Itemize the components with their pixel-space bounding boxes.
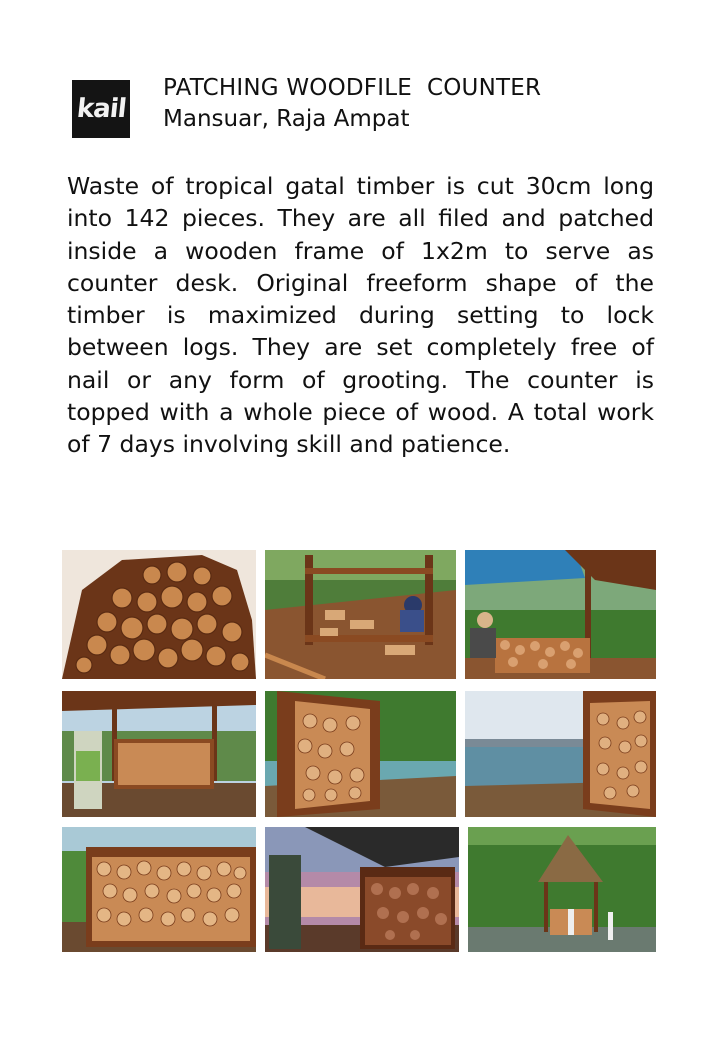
counter-side-lagoon-photo: [265, 691, 456, 817]
description-text: Waste of tropical gatal timber is cut 30cm long into 142 pieces. They are all filed and patched inside a wooden frame of 1x2m to serve as counter desk. Original freeform shape of the timber is maximized during setting to lock between logs. They are set completely free of nail or any form of grooting. The counter is topped with a whole piece of wood. A total work of 7 days involving skill and patience.: [67, 172, 654, 459]
finished-counter-front-photo: [62, 827, 256, 952]
logo-text: kail: [75, 94, 127, 124]
pavilion-counter-photo: [62, 691, 256, 817]
worker-filling-frame-photo: [465, 550, 656, 679]
frame-construction-photo: [265, 550, 456, 679]
kail-logo: [72, 80, 130, 138]
gazebo-counter-photo: [468, 827, 656, 952]
page-title: PATCHING WOODFILE COUNTER: [163, 75, 542, 101]
counter-sunset-photo: [265, 827, 459, 952]
location-subtitle: Mansuar, Raja Ampat: [163, 106, 410, 132]
stacked-logs-photo: [62, 550, 256, 679]
counter-sea-view-photo: [465, 691, 656, 817]
